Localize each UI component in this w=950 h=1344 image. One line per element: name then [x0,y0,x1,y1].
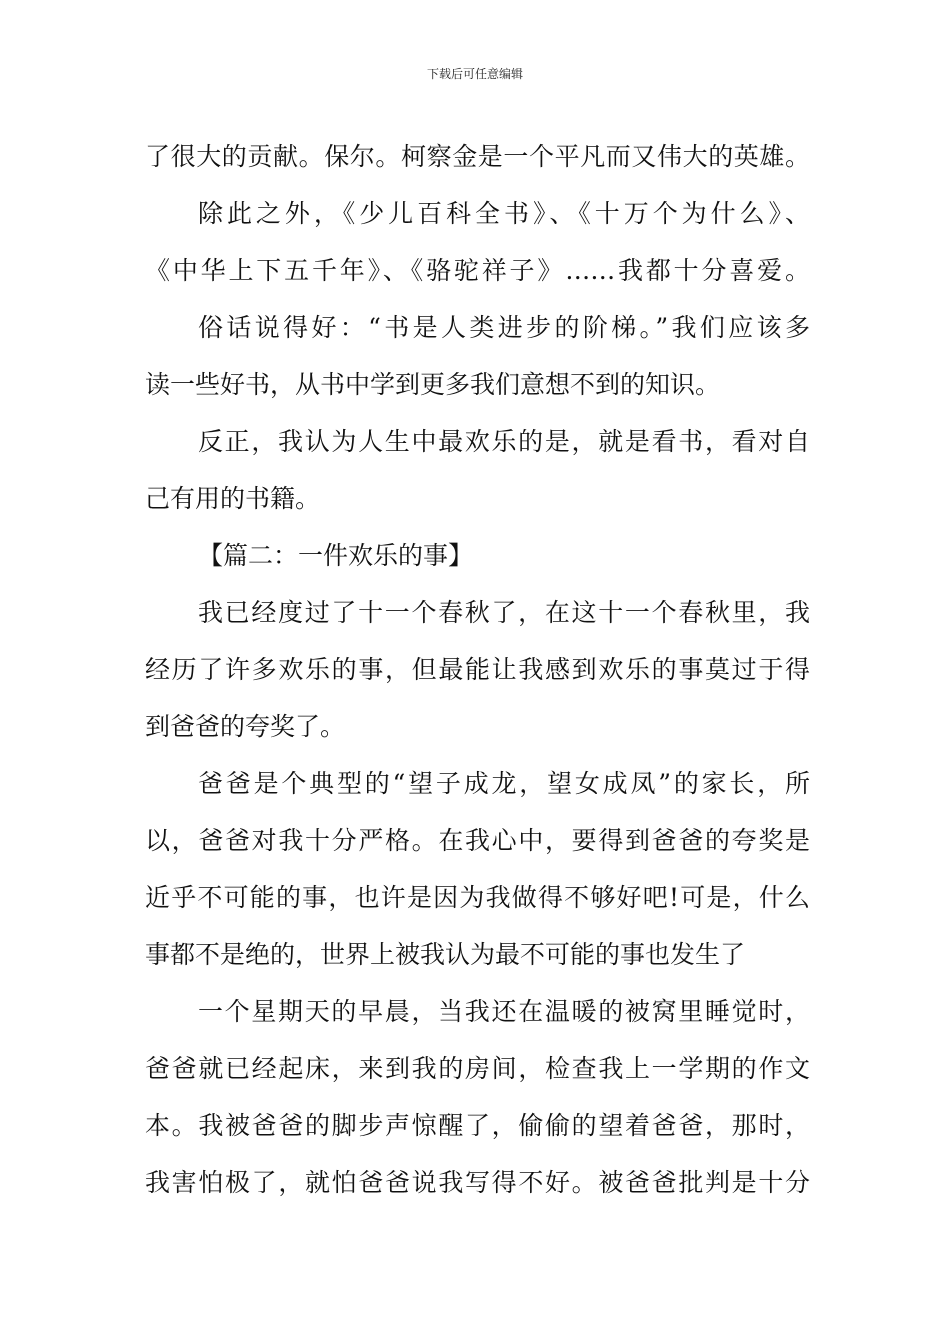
text-line: 爸爸就已经起床，来到我的房间，检查我上一学期的作文 [145,1054,810,1083]
text-line: 了很大的贡献。保尔。柯察金是一个平凡而又伟大的英雄。 [145,142,810,171]
paragraph-line: 除此之外，《少儿百科全书》、《十万个为什么》、 [198,199,810,228]
paragraph-line: 俗话说得好：“书是人类进步的阶梯。”我们应该多 [198,313,810,342]
document-body [145,128,810,1211]
text-line: 我害怕极了，就怕爸爸说我写得不好。被爸爸批判是十分 [145,1168,810,1197]
section-heading: 【篇二：一件欢乐的事】 [198,541,474,570]
paragraph-line: 反正，我认为人生中最欢乐的是，就是看书，看对自 [198,427,810,456]
text-line: 读一些好书，从书中学到更多我们意想不到的知识。 [145,370,721,399]
text-line: 己有用的书籍。 [145,484,321,513]
text-line: 本。我被爸爸的脚步声惊醒了，偷偷的望着爸爸，那时， [145,1111,810,1140]
paragraph-line: 爸爸是个典型的“望子成龙，望女成凤”的家长，所 [198,769,810,798]
text-line: 近乎不可能的事，也许是因为我做得不够好吧!可是，什么 [145,883,810,912]
text-line: 经历了许多欢乐的事，但最能让我感到欢乐的事莫过于得 [145,655,810,684]
text-line: 事都不是绝的，世界上被我认为最不可能的事也发生了 [145,940,746,969]
text-line: 《中华上下五千年》、《骆驼祥子》……我都十分喜爱。 [145,256,810,285]
page-header-note: 下载后可任意编辑 [426,67,523,81]
paragraph-line: 我已经度过了十一个春秋了，在这十一个春秋里，我 [198,598,810,627]
text-line: 到爸爸的夸奖了。 [145,712,346,741]
text-line: 以，爸爸对我十分严格。在我心中，要得到爸爸的夸奖是 [145,826,810,855]
paragraph-line: 一个星期天的早晨，当我还在温暖的被窝里睡觉时， [198,997,810,1026]
